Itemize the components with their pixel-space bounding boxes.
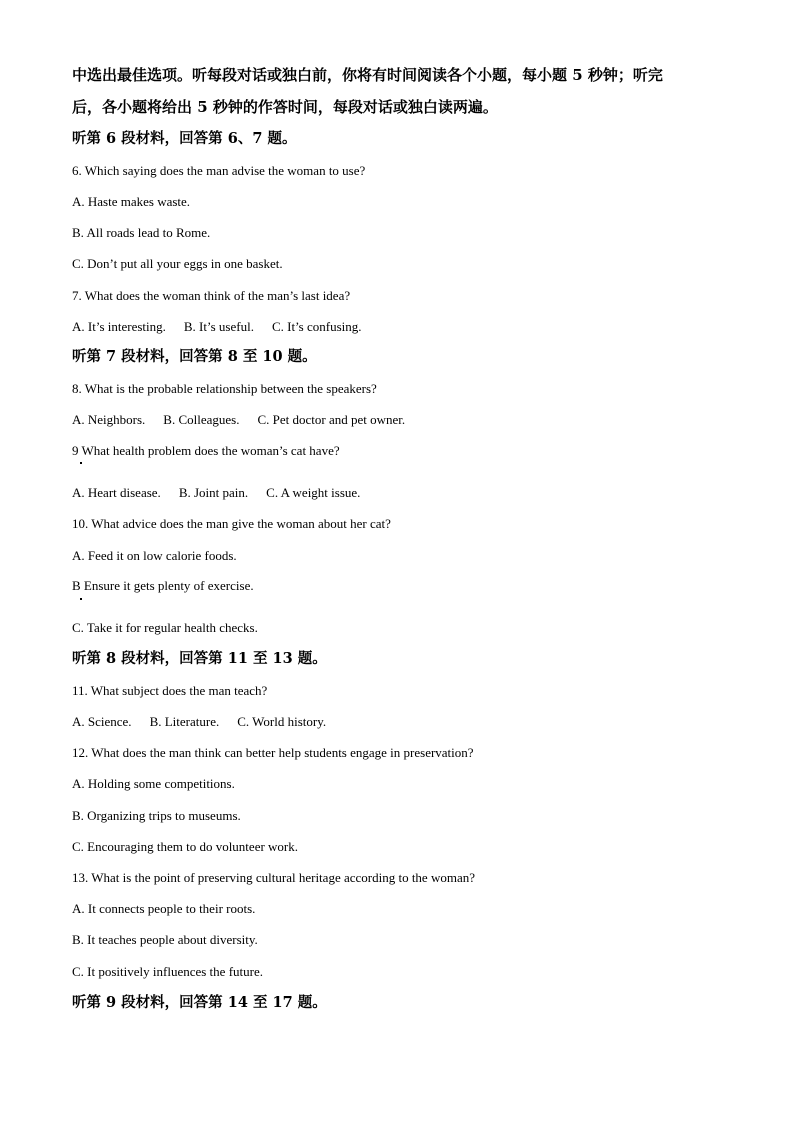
question-6-option-b: B. All roads lead to Rome.	[72, 225, 211, 240]
question-9-stem: 9 What health problem does the woman’s cat have?	[72, 443, 340, 458]
question-7-stem: 7. What does the woman think of the man’s last idea?	[72, 288, 351, 303]
question-12-option-a: A. Holding some competitions.	[72, 776, 235, 791]
question-7-option-a: A. It’s interesting.	[72, 319, 166, 334]
question-11-option-c: C. World history.	[237, 714, 327, 729]
question-10-stem: 10. What advice does the man give the woman about her cat?	[72, 516, 391, 531]
section-heading-6: 听第 6 段材料，回答第 6、7 题。	[72, 130, 297, 147]
question-8-option-b: B. Colleagues.	[163, 412, 240, 427]
question-8-option-c: C. Pet doctor and pet owner.	[257, 412, 406, 427]
question-13-option-a: A. It connects people to their roots.	[72, 901, 256, 916]
question-8-option-a: A. Neighbors.	[72, 412, 146, 427]
question-7-options	[72, 320, 362, 333]
question-12-option-c: C. Encouraging them to do volunteer work.	[72, 839, 299, 854]
question-6-option-a: A. Haste makes waste.	[72, 194, 191, 209]
question-9-option-b: B. Joint pain.	[178, 485, 249, 500]
intro-line-1: 中选出最佳选项。听每段对话或独白前，你将有时间阅读各个小题，每小题 5 秒钟；听完	[72, 66, 663, 84]
question-11-stem: 11. What subject does the man teach?	[72, 683, 268, 698]
question-10-option-a: A. Feed it on low calorie foods.	[72, 548, 237, 563]
question-10-option-c: C. Take it for regular health checks.	[72, 620, 258, 635]
question-11-option-b: B. Literature.	[149, 714, 220, 729]
section-heading-9: 听第 9 段材料，回答第 14 至 17 题。	[72, 994, 327, 1011]
stray-dot-mark	[80, 462, 82, 464]
section-heading-7: 听第 7 段材料，回答第 8 至 10 题。	[72, 348, 317, 365]
question-8-stem: 8. What is the probable relationship between the speakers?	[72, 381, 377, 396]
question-13-option-b: B. It teaches people about diversity.	[72, 932, 258, 947]
question-8-options	[72, 413, 405, 426]
stray-dot-mark	[80, 598, 82, 600]
question-10-option-b: B Ensure it gets plenty of exercise.	[72, 578, 254, 593]
section-heading-8: 听第 8 段材料，回答第 11 至 13 题。	[72, 650, 327, 667]
question-6-stem: 6. Which saying does the man advise the woman to use?	[72, 163, 366, 178]
question-11-options	[72, 715, 326, 728]
question-6-option-c: C. Don’t put all your eggs in one basket.	[72, 256, 283, 271]
question-9-options	[72, 486, 360, 499]
question-7-option-b: B. It’s useful.	[183, 319, 254, 334]
intro-line-2: 后，各小题将给出 5 秒钟的作答时间，每段对话或独白读两遍。	[72, 98, 498, 116]
question-11-option-a: A. Science.	[72, 714, 132, 729]
question-9-option-c: C. A weight issue.	[266, 485, 361, 500]
question-7-option-c: C. It’s confusing.	[271, 319, 362, 334]
question-12-option-b: B. Organizing trips to museums.	[72, 808, 241, 823]
question-13-option-c: C. It positively influences the future.	[72, 964, 263, 979]
question-12-stem: 12. What does the man think can better help students engage in preservation?	[72, 745, 474, 760]
question-13-stem: 13. What is the point of preserving cultural heritage according to the woman?	[72, 870, 475, 885]
question-9-option-a: A. Heart disease.	[72, 485, 161, 500]
